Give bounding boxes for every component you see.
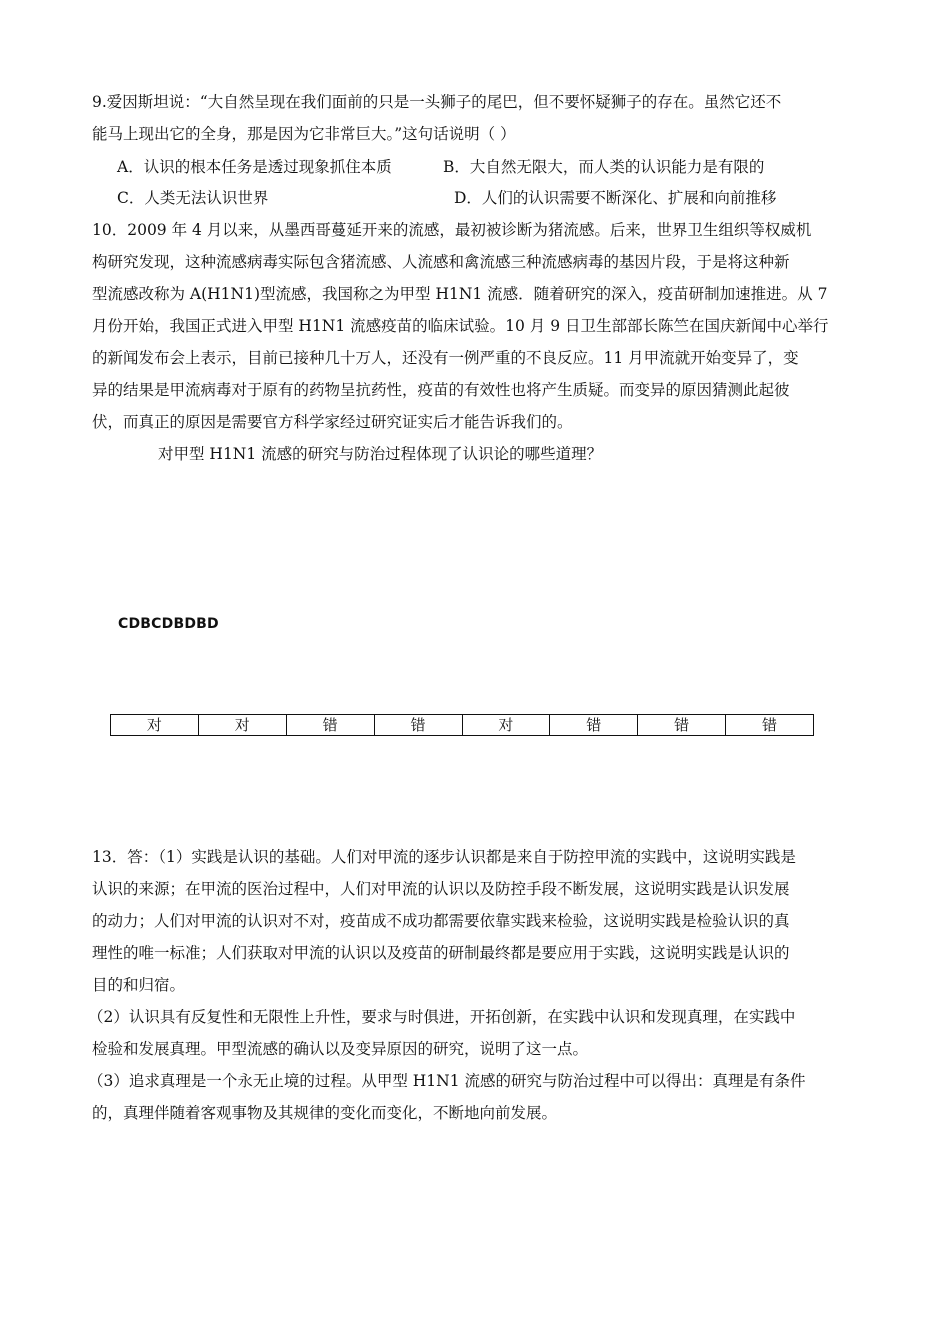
q9-option-d: D．人们的认识需要不断深化、扩展和向前推移 — [454, 189, 777, 207]
answer13-line-9: 的，真理伴随着客观事物及其规律的变化而变化，不断地向前发展。 — [92, 1104, 558, 1122]
answer-key: CDBCDBDBD — [118, 616, 219, 632]
q10-line-5: 的新闻发布会上表示，目前已接种几十万人，还没有一例严重的不良反应。11 月甲流就开始变异了，变 — [92, 349, 799, 367]
q10-line-3: 型流感改称为 A(H1N1)型流感，我国称之为甲型 H1N1 流感．随着研究的深入，疫苗研制加速推进。从 7 — [92, 285, 828, 303]
q9-stem-line-2: 能马上现出它的全身，那是因为它非常巨大。”这句话说明（ ） — [92, 125, 516, 143]
judgment-cell: 错 — [638, 715, 726, 736]
q10-line-7: 伏，而真正的原因是需要官方科学家经过研究证实后才能告诉我们的。 — [92, 413, 573, 431]
judgment-table — [110, 714, 814, 736]
q10-line-2: 构研究发现，这种流感病毒实际包含猪流感、人流感和禽流感三种流感病毒的基因片段，于是将这种新 — [92, 253, 790, 271]
q10-line-1: 10．2009 年 4 月以来，从墨西哥蔓延开来的流感，最初被诊断为猪流感。后来，世界卫生组织等权威机 — [92, 221, 812, 239]
q9-option-b: B．大自然无限大，而人类的认识能力是有限的 — [443, 158, 765, 176]
q10-question: 对甲型 H1N1 流感的研究与防治过程体现了认识论的哪些道理？ — [158, 445, 603, 463]
q9-stem-line-1: 9.爱因斯坦说：“大自然呈现在我们面前的只是一头狮子的尾巴，但不要怀疑狮子的存在。虽然它还不 — [92, 93, 782, 111]
judgment-cell: 对 — [111, 715, 199, 736]
answer13-line-1: 13．答：（1）实践是认识的基础。人们对甲流的逐步认识都是来自于防控甲流的实践中，这说明实践是 — [92, 848, 796, 866]
answer13-line-5: 目的和归宿。 — [92, 976, 186, 994]
judgment-cell: 对 — [462, 715, 550, 736]
judgment-cell: 错 — [286, 715, 374, 736]
table-row — [111, 715, 814, 736]
q9-option-c: C．人类无法认识世界 — [117, 189, 269, 207]
answer13-line-3: 的动力；人们对甲流的认识对不对，疫苗成不成功都需要依靠实践来检验，这说明实践是检验认识的真 — [92, 912, 790, 930]
judgment-cell: 错 — [374, 715, 462, 736]
q10-line-6: 异的结果是甲流病毒对于原有的药物呈抗药性，疫苗的有效性也将产生质疑。而变异的原因猜测此起彼 — [92, 381, 790, 399]
q10-line-4: 月份开始，我国正式进入甲型 H1N1 流感疫苗的临床试验。10 月 9 日卫生部部长陈竺在国庆新闻中心举行 — [92, 317, 829, 335]
answer13-line-6: （2）认识具有反复性和无限性上升性，要求与时俱进，开拓创新，在实践中认识和发现真理，在实践中 — [88, 1008, 796, 1026]
answer13-line-8: （3）追求真理是一个永无止境的过程。从甲型 H1N1 流感的研究与防治过程中可以得出：真理是有条件 — [88, 1072, 806, 1090]
judgment-cell: 错 — [726, 715, 814, 736]
answer13-line-2: 认识的来源；在甲流的医治过程中，人们对甲流的认识以及防控手段不断发展，这说明实践是认识发展 — [92, 880, 790, 898]
answer13-line-4: 理性的唯一标准；人们获取对甲流的认识以及疫苗的研制最终都是要应用于实践，这说明实践是认识的 — [92, 944, 790, 962]
q9-option-a: A．认识的根本任务是透过现象抓住本质 — [117, 158, 392, 176]
answer13-line-7: 检验和发展真理。甲型流感的确认以及变异原因的研究，说明了这一点。 — [92, 1040, 589, 1058]
judgment-cell: 错 — [550, 715, 638, 736]
judgment-cell: 对 — [198, 715, 286, 736]
